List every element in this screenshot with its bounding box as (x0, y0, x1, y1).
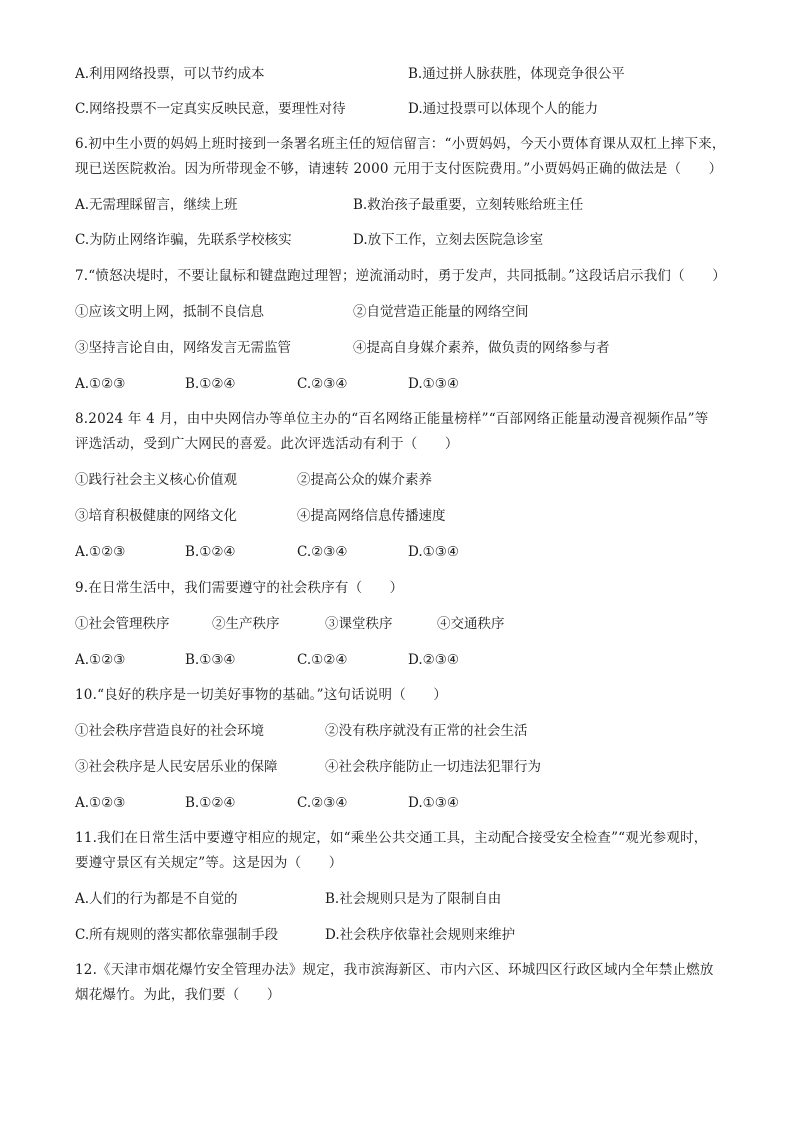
q8-statement-3: ③培育积极健康的网络文化 (75, 508, 237, 524)
q9-statement-4: ④交通秩序 (437, 616, 505, 632)
q12-stem-line2: 烟花爆竹。为此，我们要（ ） (75, 987, 281, 1003)
q7-option-b: B.①②④ (185, 376, 236, 392)
q10-option-b: B.①②④ (185, 795, 236, 811)
q9-statement-3: ③课堂秩序 (325, 616, 393, 632)
q6-option-a: A.无需理睬留言，继续上班 (75, 197, 238, 213)
q7-option-c: C.②③④ (297, 376, 348, 392)
q5-option-a: A.利用网络投票，可以节约成本 (75, 66, 265, 82)
q6-option-c: C.为防止网络诈骗，先联系学校核实 (75, 232, 292, 248)
q8-statement-1: ①践行社会主义核心价值观 (75, 472, 237, 488)
q6-stem-line2: 现已送医院救治。因为所带现金不够，请速转 2000 元用于支付医院费用。”小贾妈妈正确的做法是（ ） (75, 161, 723, 177)
q10-statement-3: ③社会秩序是人民安居乐业的保障 (75, 759, 278, 775)
q9-option-b: B.①③④ (185, 652, 236, 668)
q7-statement-1: ①应该文明上网，抵制不良信息 (75, 304, 264, 320)
q8-statement-4: ④提高网络信息传播速度 (297, 508, 446, 524)
q6-stem-line1: 6.初中生小贾的妈妈上班时接到一条署名班主任的短信留言：“小贾妈妈，今天小贾体育课从双杠上摔下来， (75, 136, 726, 152)
q11-stem-line1: 11.我们在日常生活中要遵守相应的规定，如“乘坐公共交通工具，主动配合接受安全检查”“观光参观时， (75, 830, 708, 846)
q11-stem-line2: 要遵守景区有关规定”等。这是因为（ ） (75, 855, 343, 871)
q9-option-c: C.①②④ (297, 652, 348, 668)
q10-option-c: C.②③④ (297, 795, 348, 811)
q6-option-b: B.救治孩子最重要，立刻转账给班主任 (353, 197, 584, 213)
q8-option-b: B.①②④ (185, 544, 236, 560)
q10-option-d: D.①③④ (408, 795, 459, 811)
q6-option-d: D.放下工作，立刻去医院急诊室 (353, 232, 544, 248)
q8-option-a: A.①②③ (75, 544, 126, 560)
q9-statement-2: ②生产秩序 (212, 616, 280, 632)
q8-statement-2: ②提高公众的媒介素养 (297, 472, 432, 488)
q10-statement-4: ④社会秩序能防止一切违法犯罪行为 (325, 759, 541, 775)
q7-option-a: A.①②③ (75, 376, 126, 392)
q11-option-c: C.所有规则的落实都依靠强制手段 (75, 927, 279, 943)
q7-statement-3: ③坚持言论自由，网络发言无需监管 (75, 340, 291, 356)
q9-stem-line1: 9.在日常生活中，我们需要遵守的社会秩序有（ ） (75, 580, 404, 596)
q10-statement-1: ①社会秩序营造良好的社会环境 (75, 723, 264, 739)
q8-option-c: C.②③④ (297, 544, 348, 560)
q10-stem-line1: 10.“良好的秩序是一切美好事物的基础。”这句话说明（ ） (75, 687, 448, 703)
q7-statement-4: ④提高自身媒介素养，做负责的网络参与者 (353, 340, 610, 356)
q10-option-a: A.①②③ (75, 795, 126, 811)
q5-option-b: B.通过拼人脉获胜，体现竞争很公平 (408, 66, 625, 82)
q8-option-d: D.①③④ (408, 544, 459, 560)
q10-statement-2: ②没有秩序就没有正常的社会生活 (325, 723, 528, 739)
q11-option-a: A.人们的行为都是不自觉的 (75, 891, 238, 907)
q9-option-d: D.②③④ (408, 652, 459, 668)
q7-option-d: D.①③④ (408, 376, 459, 392)
q5-option-c: C.网络投票不一定真实反映民意，要理性对待 (75, 101, 346, 117)
q7-statement-2: ②自觉营造正能量的网络空间 (353, 304, 529, 320)
q12-stem-line1: 12.《天津市烟花爆竹安全管理办法》规定，我市滨海新区、市内六区、环城四区行政区域内全年禁止燃放 (75, 962, 714, 978)
q9-statement-1: ①社会管理秩序 (75, 616, 170, 632)
q5-option-d: D.通过投票可以体现个人的能力 (408, 101, 599, 117)
q11-option-d: D.社会秩序依靠社会规则来维护 (325, 927, 516, 943)
q8-stem-line2: 评选活动，受到广大网民的喜爱。此次评选活动有利于（ ） (75, 436, 459, 452)
q8-stem-line1: 8.2024 年 4 月，由中央网信办等单位主办的“百名网络正能量榜样”“百部网络正能量动漫音视频作品”等 (75, 411, 709, 427)
q7-stem-line1: 7.“愤怒决堤时，不要让鼠标和键盘跑过理智；逆流涌动时，勇于发声，共同抵制。”这段话启示我们（ ） (75, 268, 726, 284)
q9-option-a: A.①②③ (75, 652, 126, 668)
q11-option-b: B.社会规则只是为了限制自由 (325, 891, 502, 907)
